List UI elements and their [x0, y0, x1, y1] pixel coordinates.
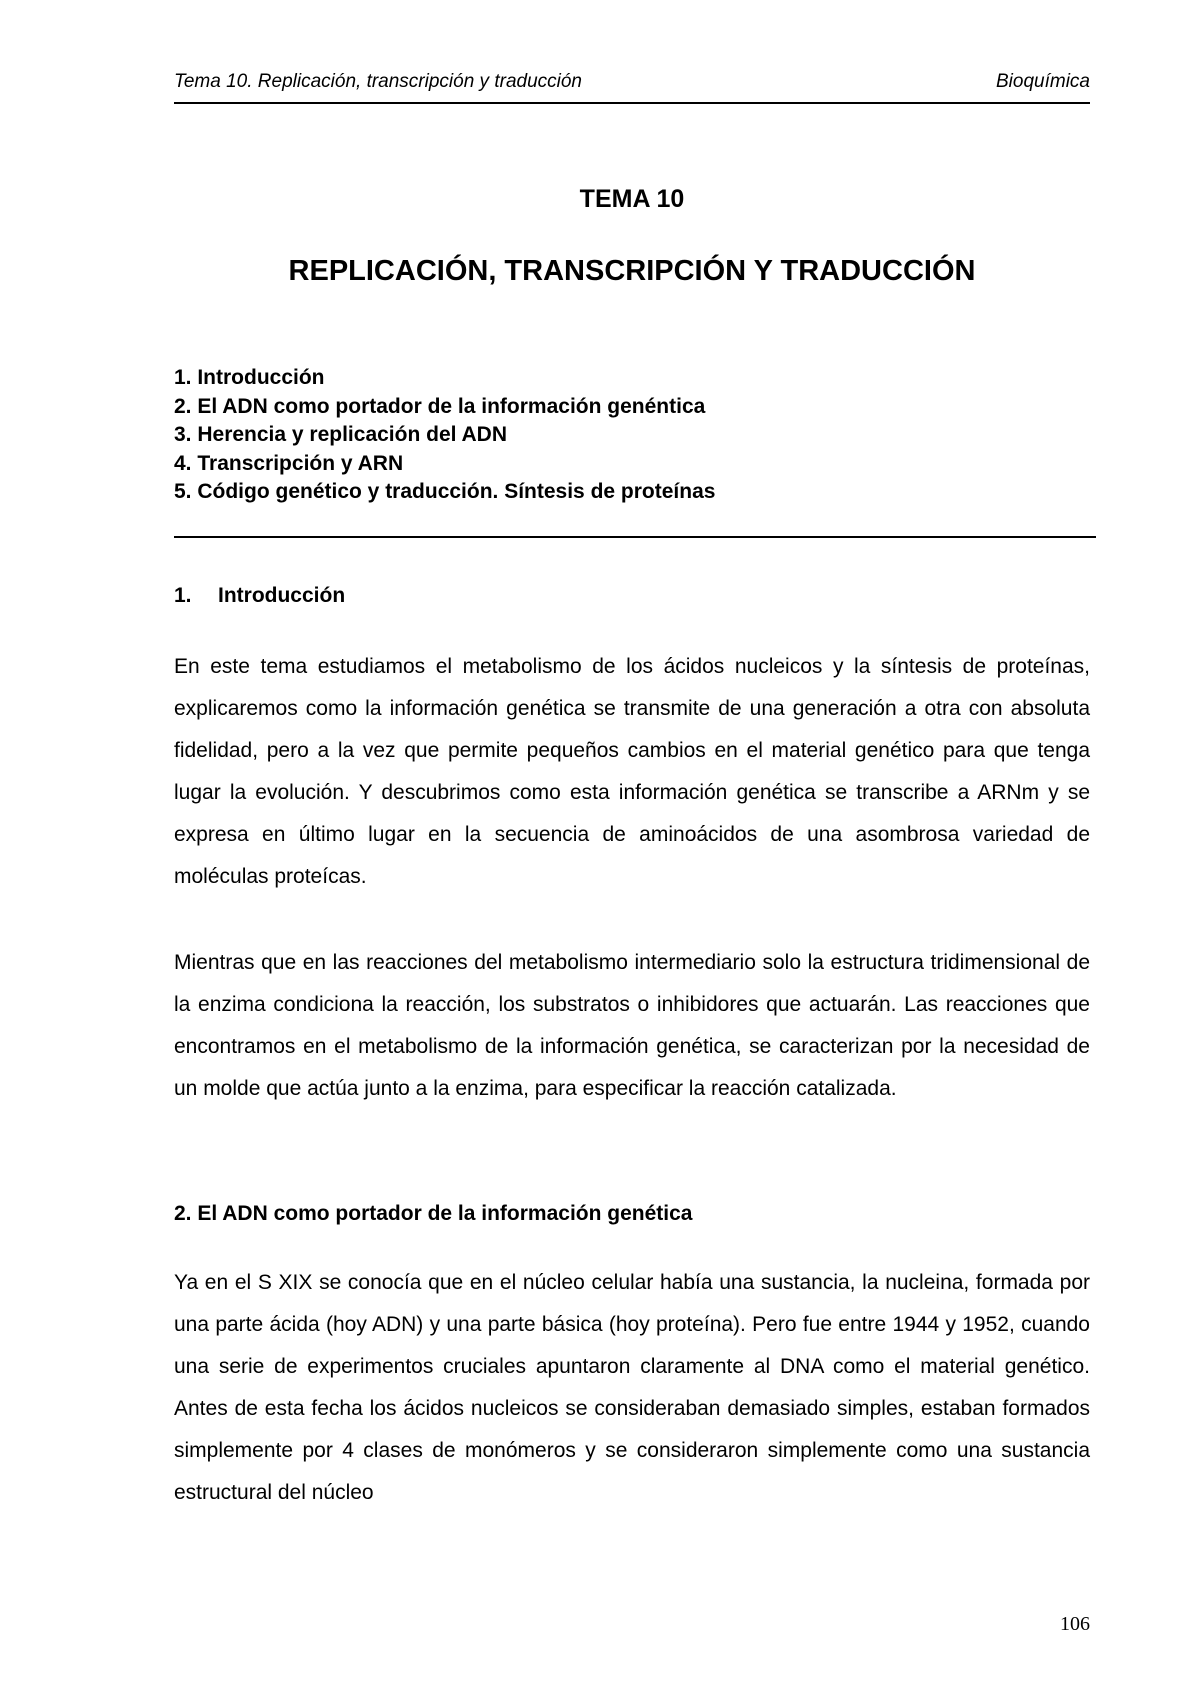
toc-item: 5. Código genético y traducción. Síntesis de proteínas	[174, 480, 716, 503]
page-number: 106	[1060, 1613, 1090, 1635]
running-header	[174, 70, 1090, 104]
paragraph: Ya en el S XIX se conocía que en el núcleo celular había una sustancia, la nucleina, formada por una parte ácida (hoy ADN) y una parte básica (hoy proteína). Pero fue entre 1944 y 1952, cuando una serie de experimentos cruciales apuntaron claramente al DNA como el material genético. Antes de esta fecha los ácidos nucleicos se consideraban demasiado simples, estaban formados simplemente por 4 clases de monómeros y se consideraron simplemente como una sustancia estructural del núcleo	[174, 1271, 1090, 1504]
chapter-title: REPLICACIÓN, TRANSCRIPCIÓN Y TRADUCCIÓN	[288, 255, 976, 287]
header-subject: Bioquímica	[996, 71, 1090, 92]
divider	[174, 536, 1096, 538]
header-chapter-title: Tema 10. Replicación, transcripción y traducción	[174, 71, 582, 92]
section-heading-adn: 2. El ADN como portador de la información genética	[174, 1202, 693, 1225]
toc-item: 3. Herencia y replicación del ADN	[174, 423, 508, 446]
toc-item: 4. Transcripción y ARN	[174, 451, 404, 475]
paragraph: Mientras que en las reacciones del metabolismo intermediario solo la estructura tridimensional de la enzima condiciona la reacción, los substratos o inhibidores que actuarán. Las reacciones que encontramos en el metabolismo de la información genética, se caracterizan por la necesidad de un molde que actúa junto a la enzima, para especificar la reacción catalizada.	[174, 951, 1090, 1100]
section-number: 1.	[174, 584, 192, 607]
paragraph: En este tema estudiamos el metabolismo de los ácidos nucleicos y la síntesis de proteínas, explicaremos como la información genética se transmite de una generación a otra con absoluta fidelidad, pero a la vez que permite pequeños cambios en el material genético para que tenga lugar la evolución. Y descubrimos como esta información genética se transcribe a ARNm y se expresa en último lugar en la secuencia de aminoácidos de una asombrosa variedad de moléculas proteícas.	[174, 655, 1090, 888]
toc-item: 1. Introducción	[174, 366, 325, 389]
section-heading-introduccion	[174, 582, 345, 610]
chapter-number: TEMA 10	[579, 185, 685, 213]
toc-item: 2. El ADN como portador de la información genéntica	[174, 394, 706, 418]
section-title: Introducción	[218, 584, 346, 607]
table-of-contents	[174, 364, 1090, 507]
